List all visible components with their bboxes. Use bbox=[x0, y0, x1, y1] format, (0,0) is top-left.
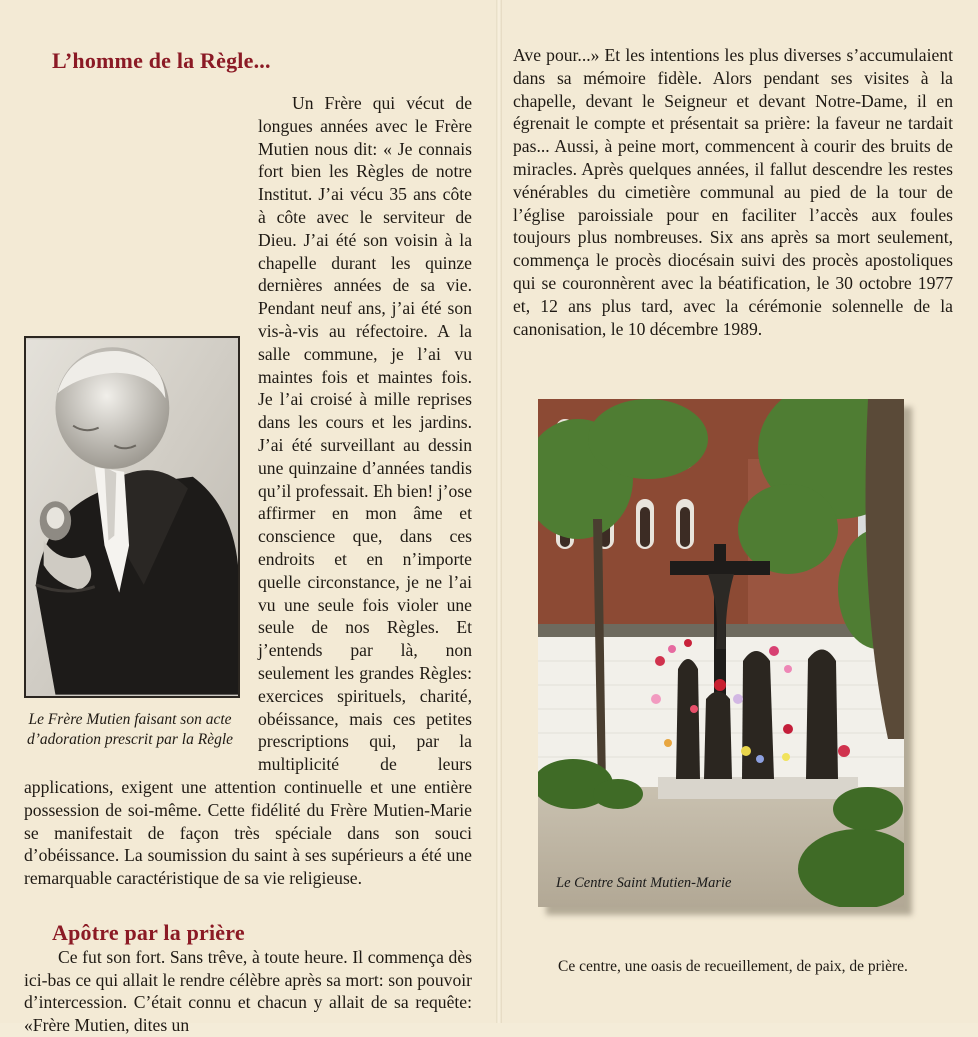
paragraph-intercession: Ave pour...» Et les intentions les plus diverses s’accumulaient dans sa mémoire fidèle. Alors pendant ses visites à la chapelle, devant le Seigneur et devant Notre-Dame, il en égrenait le compte et présentait sa prière: la faveur ne tardait pas... Aussi, à peine mort, commencent à courir des bruits de miracles. Après quelques années, il fallut descendre les restes vénérables du cimetière communal au pied de la tour de l’église paroissiale pour en faciliter l’accès aux foules toujours plus nombreuses. Six ans après sa mort seulement, commença le procès diocésain suivi des procès apostoliques qui se couronnèrent avec la béatification, le 30 octobre 1977 et, 12 ans plus tard, avec la cérémonie solennelle de la canonisation, le 10 décembre 1989. bbox=[513, 45, 953, 339]
garden-photo-figure bbox=[538, 399, 904, 907]
paragraph-regle: Un Frère qui vécut de longues années avec le Frère Mutien nous dit: « Je connais fort bien les Règles de notre Institut. J’ai vécu 35 ans côte à côte avec le serviteur de Dieu. J’ai été son voisin à la chapelle durant les quinze dernières années de sa vie. Pendant neuf ans, j’ai été son vis-à-vis au réfectoire. A la salle commune, je l’ai vu maintes fois et maintes fois. Je l’ai croisé à mille reprises dans les cours et les jardins. J’ai été surveillant au dessin une quinzaine d’années tandis qu’il professait. Eh bien! j’ose affirmer en mon âme et conscience que, dans ces endroits et en n’importe quelle circonstance, je ne l’ai vu une seule fois violer une seule de nos Règles. Et j’entends par là, non seulement les grandes Règles: exercices spirituels, charité, obéissance, mais ces petites prescriptions qui, par la multiplicité de leurs applications, exigent une attention continuelle et une entière possession de soi-même. Cette fidélité du Frère Mutien-Marie se manifestait de façon très spéciale dans son souci d’obéissance. La soumission du saint à ses supérieurs a été une remarquable caractéristique de sa vie religieuse. bbox=[24, 93, 472, 889]
heading-homme-de-la-regle: L’homme de la Règle... bbox=[52, 48, 271, 73]
page-fold bbox=[496, 0, 502, 1023]
garden-photo-caption: Le Centre Saint Mutien-Marie bbox=[556, 875, 732, 891]
left-column bbox=[24, 48, 472, 1037]
portrait-figure bbox=[24, 336, 244, 750]
right-column bbox=[513, 44, 953, 340]
garden-photo-centre-saint-mutien bbox=[538, 399, 904, 907]
paragraph-1-block bbox=[24, 92, 472, 890]
portrait-caption: Le Frère Mutien faisant son acte d’adoration prescrit par la Règle bbox=[26, 711, 234, 748]
paragraph-priere: Ce fut son fort. Sans trêve, à toute heure. Il commença dès ici-bas ce qui allait le rendre célèbre après sa mort: son pouvoir d’intercession. C’était connu et chacun y allait de sa requête: «Frère Mutien, dites un bbox=[24, 946, 472, 1036]
garden-description-caption: Ce centre, une oasis de recueillement, de paix, de prière. bbox=[558, 958, 908, 975]
heading-apotre-par-la-priere: Apôtre par la prière bbox=[52, 919, 245, 945]
portrait-photo-frere-mutien bbox=[24, 336, 240, 698]
